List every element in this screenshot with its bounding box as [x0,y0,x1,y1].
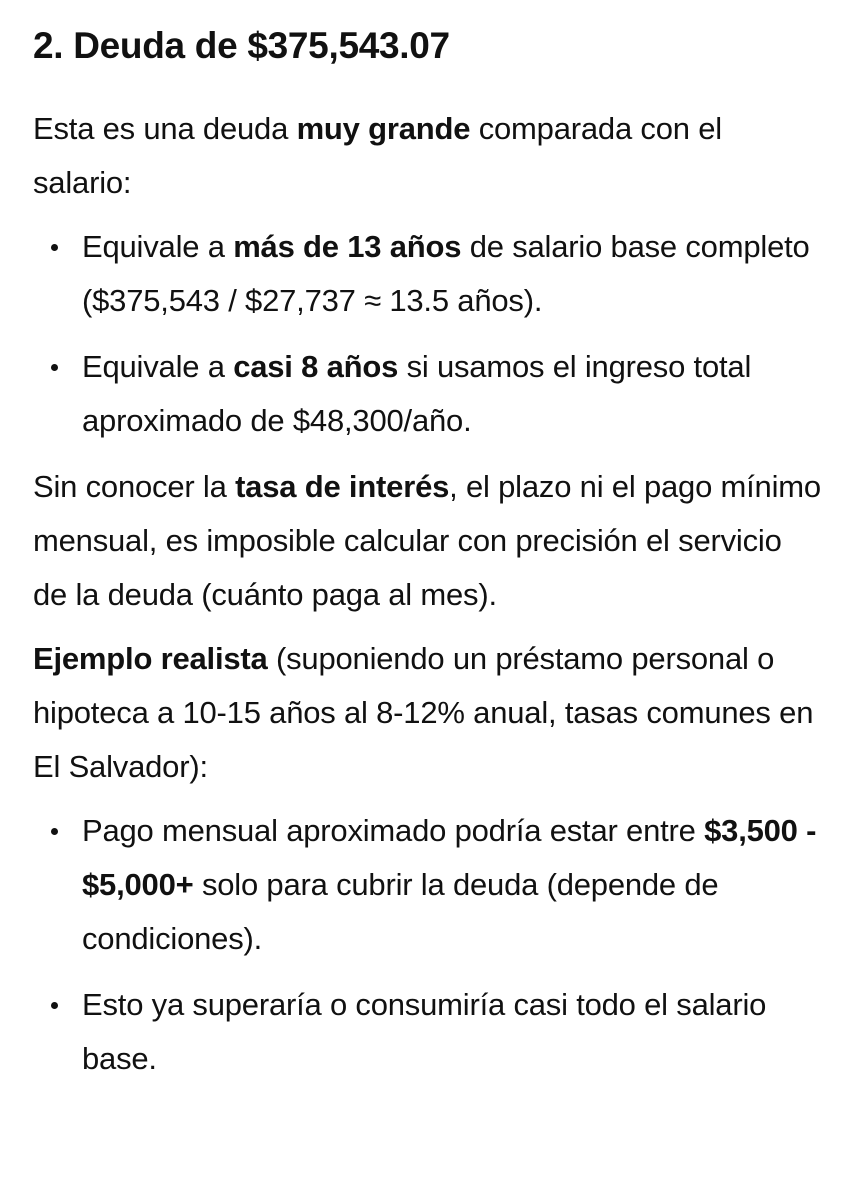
list-item [33,804,821,966]
list-item-text: Equivale a [82,349,234,384]
rate-note-paragraph [33,460,821,622]
bullet-icon [51,828,58,835]
list-item-text: Esto ya superaría o consumiría casi todo el salario base. [82,987,767,1076]
rate-note-text: Sin conocer la [33,469,236,504]
bullet-icon [51,1002,58,1009]
example-paragraph [33,632,821,794]
list-item-text-end: de salario base completo ($375,543 / $27,737 ≈ 13.5 años). [82,229,810,318]
section-title: 2. Deuda de $375,543.07 [33,25,450,66]
rate-note-text-end: , el plazo ni el pago mínimo mensual, es imposible calcular con precisión el servicio de la deuda (cuánto paga al mes). [33,469,821,612]
example-text: (suponiendo un préstamo personal o hipoteca a 10-15 años al 8-12% anual, tasas comunes en El Salvador): [33,641,814,784]
list-item [33,340,821,448]
list-item [33,220,821,328]
list-item-emphasis: casi 8 años [233,349,399,384]
list-item-emphasis: $3,500 - $5,000+ [82,813,817,902]
comparison-list [33,220,821,448]
list-item-text: Equivale a [82,229,234,264]
intro-text-end: comparada con el salario: [33,111,722,200]
rate-note-emphasis: tasa de interés [235,469,450,504]
example-heading: Ejemplo realista [33,641,268,676]
list-item-text-end: solo para cubrir la deuda (depende de condiciones). [82,867,719,956]
intro-emphasis: muy grande [296,111,471,146]
list-item-text-end: si usamos el ingreso total aproximado de $48,300/año. [82,349,752,438]
bullet-icon [51,244,58,251]
intro-text: Esta es una deuda [33,111,297,146]
example-list [33,804,821,1086]
list-item [33,978,821,1086]
list-item-text: Pago mensual aproximado podría estar entre [82,813,705,848]
list-item-emphasis: más de 13 años [233,229,462,264]
bullet-icon [51,364,58,371]
intro-paragraph [33,102,821,210]
